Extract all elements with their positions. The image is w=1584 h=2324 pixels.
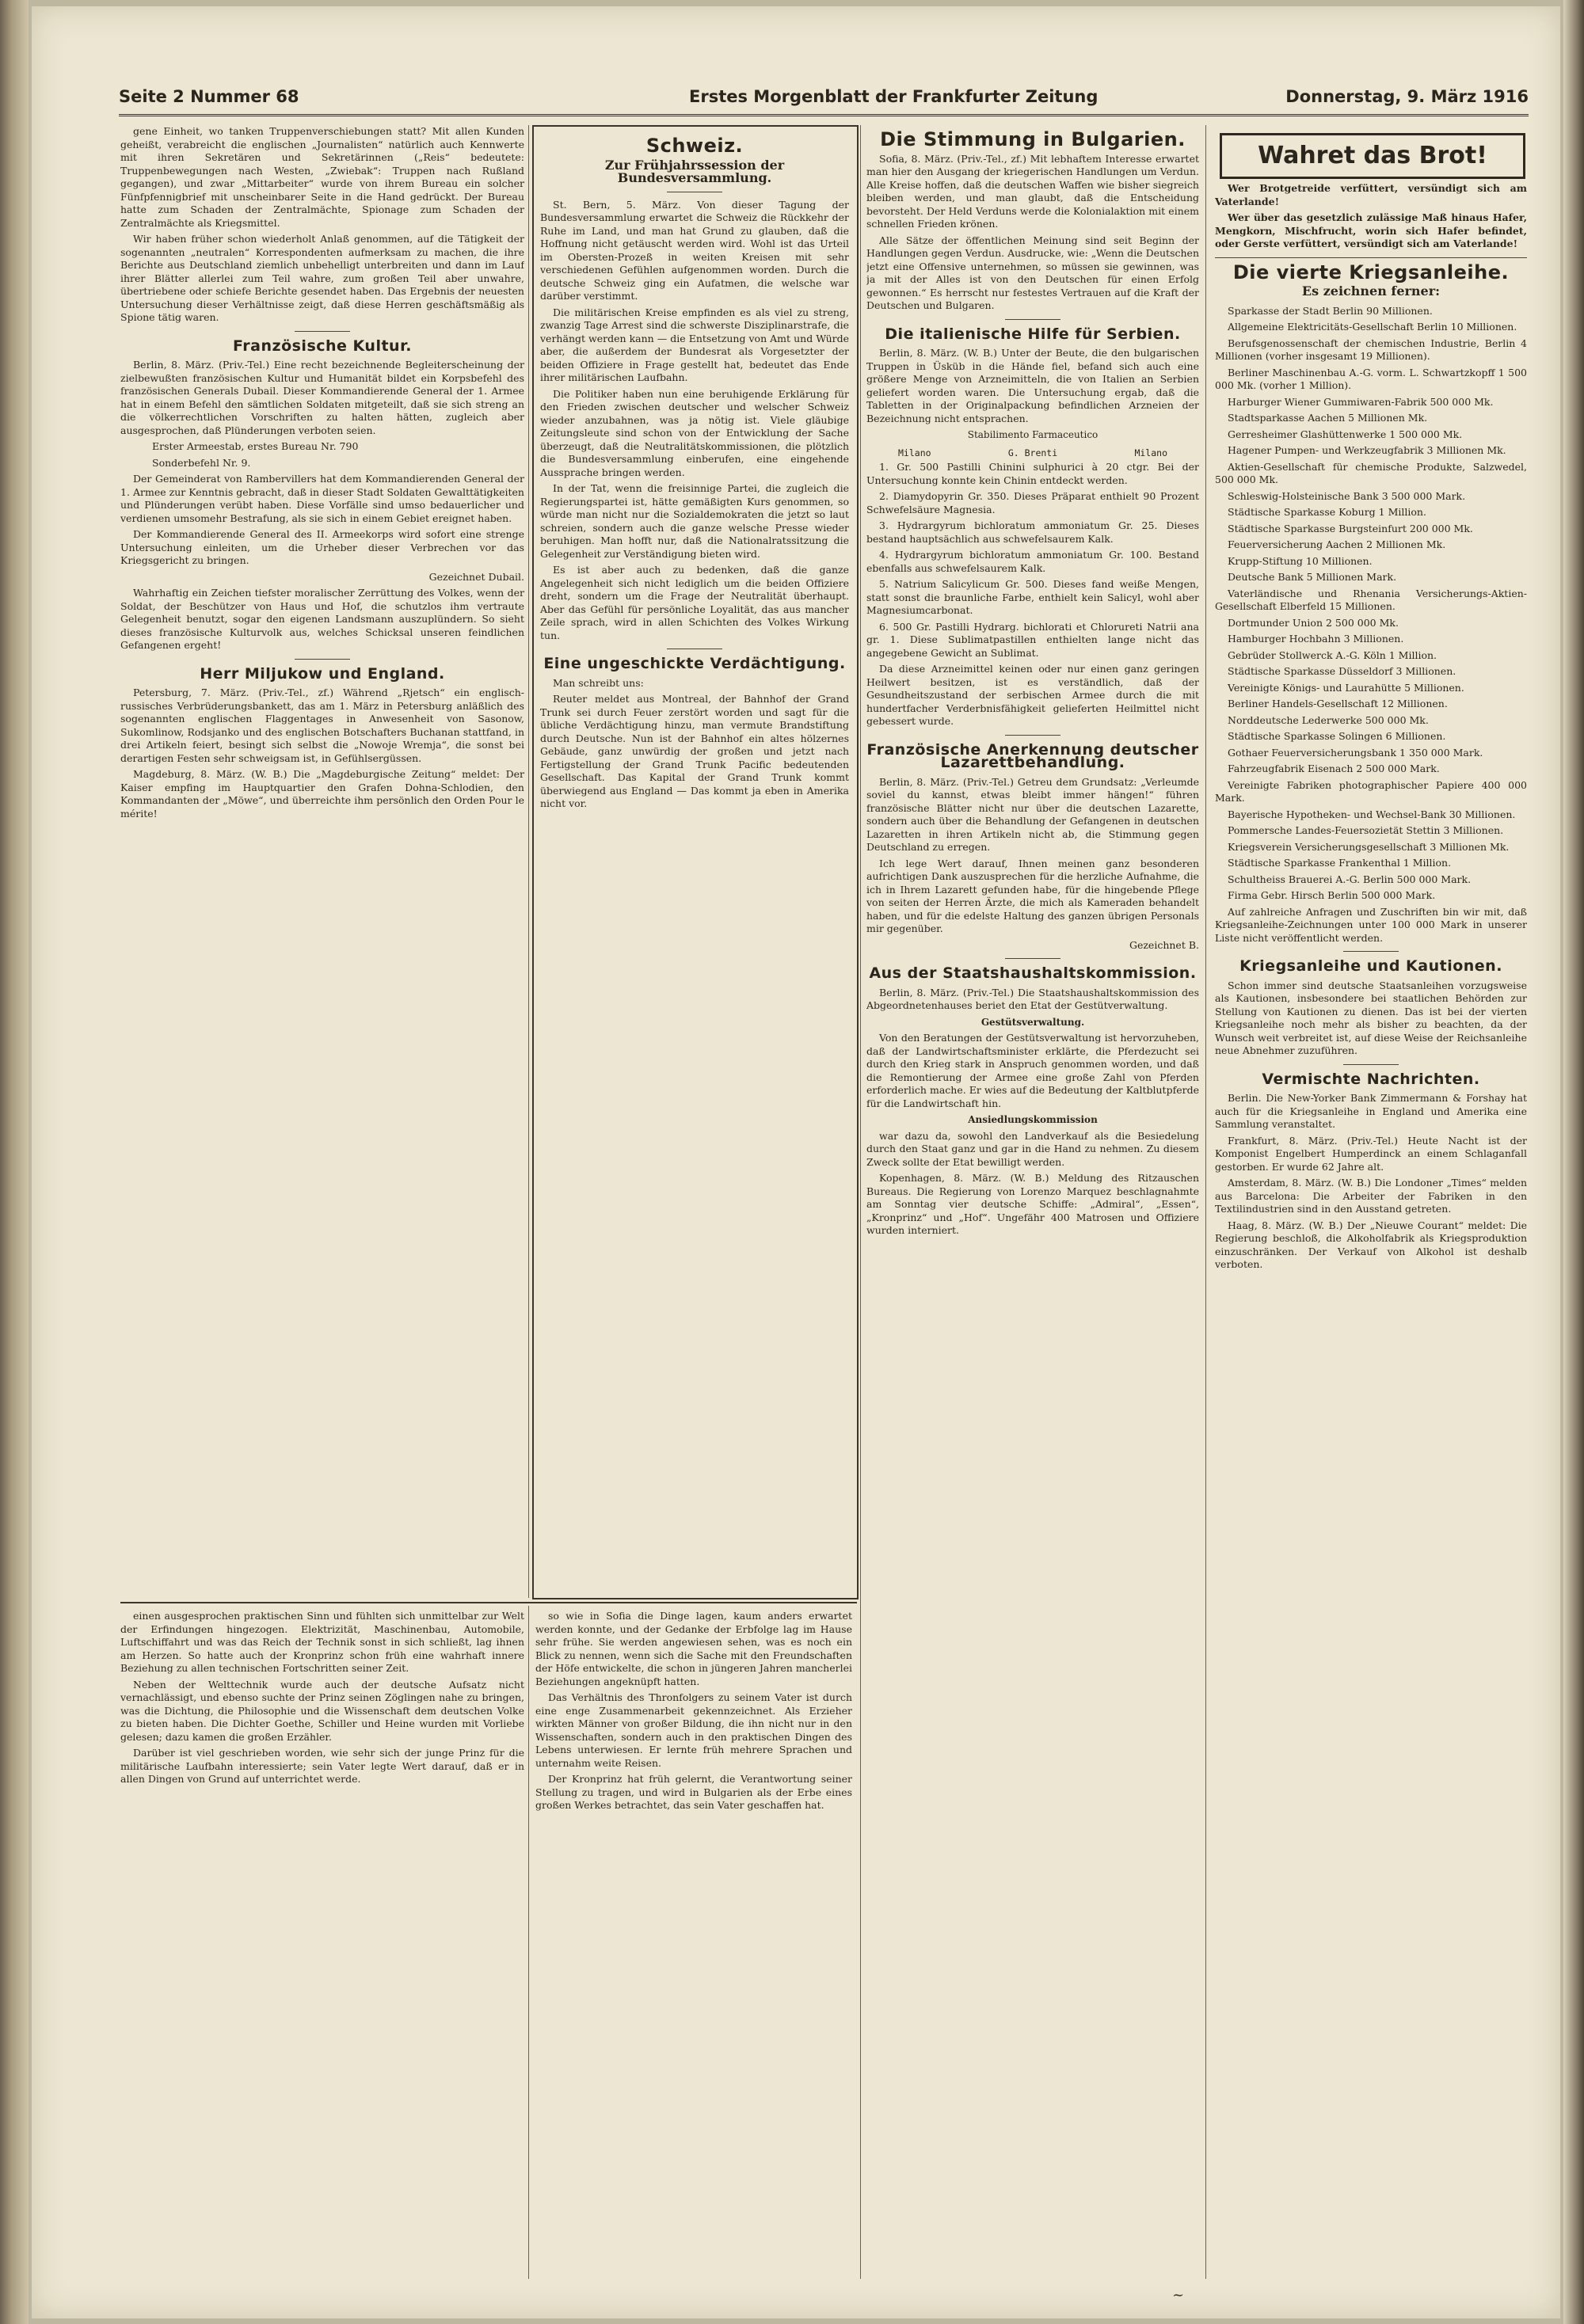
list-item: 6. 500 Gr. Pastilli Hydrarg. bichlorati et Chlorureti Natrii ana gr. 1. Diese Sublimatpastillen enthielten lange nicht das angegebene Gewicht an Sublimat. [866, 620, 1199, 659]
col3-p4: Da diese Arzneimittel keinen oder nur einen ganz geringen Heilwert besitzen, ist es verständlich, daß der Gesundheitszustand der serbischen Armee durch die mit hundertfacher Verderbnisfähigkeit gelieferten Heilmittel nicht gebessert wurde. [866, 663, 1199, 727]
col3-p7: Berlin, 8. März. (Priv.-Tel.) Die Staatshaushaltskommission des Abgeordnetenhauses beriet den Etat der Gestütverwaltung. [866, 986, 1199, 1011]
pharma-label-title: Stabilimento Farmaceutico [967, 429, 1099, 440]
article-heading: Französische Kultur. [233, 337, 412, 355]
column-rule [528, 1606, 529, 2279]
subscription-entry: Gerresheimer Glashüttenwerke 1 500 000 Mk. [1228, 428, 1463, 440]
article-heading: Französische Anerkennung deutscher Lazarettbehandlung. [866, 740, 1199, 771]
book-spine [0, 0, 29, 2324]
feuilleton-col-2 [535, 1610, 852, 2275]
col1-p4: Der Gemeinderat von Rambervillers hat dem Kommandierenden General der 1. Armee zur Kenntnis gebracht, daß in dieser Stadt Soldaten Gewalttätigkeiten und Plünderungen verübt haben. Diese Vorfälle sind umso bedauerlicher und verdienen umsomehr Bestrafung, als sie sich in einem Gebiet ereignet haben. [120, 473, 524, 524]
subscription-entry: Fahrzeugfabrik Eisenach 2 500 000 Mark. [1228, 763, 1440, 774]
divider [1005, 319, 1060, 320]
subscription-entry: Gothaer Feuerversicherungsbank 1 350 000 Mark. [1228, 746, 1483, 759]
col3-p9: war dazu da, sowohl den Landverkauf als die Besiedelung durch den Staat ganz und gar in die Hand zu nehmen. Zu diesem Zweck sollte der Etat bewilligt werden. [866, 1129, 1199, 1168]
col1-p2: Wir haben früher schon wiederholt Anlaß genommen, auf die Tätigkeit der sogenannten „neutralen“ Korrespondenten aufmerksam zu machen, die ihre Berichte aus Deutschland ziemlich unbehelligt unterbreiten und dann im Lauf ihrer Blätter allerlei zum Teil wahre, zum großen Teil aber unwahre, übertriebene oder schiefe Berichte gesendet haben. Das Ergebnis der neuesten Untersuchung dieser Verhältnisse zeigt, daß diese Herren geschäftsmäßig als Spione tätig waren. [120, 233, 524, 323]
bread-banner: Wahret das Brot! [1220, 133, 1525, 179]
col1-intro: gene Einheit, wo tanken Truppenverschiebungen statt? Mit allen Kunden geheißt, verabreicht die englischen „Journalisten“ natürlich auch Kennwerte mit ihren Sekretären und Sekretärinnen („Reis“ bedeutete: Truppenbewegungen nach Westen, „Zwiebak“: Truppen nach Rußland gegangen), und zwar „Mittarbeiter“ wurde von ihrem Bureau ein solcher Fünfpfennigbrief mit unscheinbarer Seite in die Hand gedrückt. Der Bureau hatte zum Schaden der Zentralmächte, Spionage zum Schaden der Zentralmächte als Kriegsmittel. [120, 125, 524, 229]
column-rule [860, 125, 861, 2279]
col3-p8: Von den Beratungen der Gestütsverwaltung ist hervorzuheben, daß der Landwirtschaftsminister erklärte, die Pferdezucht sei durch den Krieg stark in Anspruch genommen worden, und daß die Remontierung der Armee eine große Zahl von Pferden erforderlich mache. Er wies auf die Bedeutung der Kaltblutpferde für die Landwirtschaft hin. [866, 1032, 1199, 1109]
bottom2-p1: so wie in Sofia die Dinge lagen, kaum anders erwartet werden konnte, und der Gedanke der Erbfolge lag im Hause sehr frühe. Sie werden angewiesen sehen, was es noch ein Blick zu nennen, wenn sich die Sache mit den Freundschaften der Höfe entwickelte, die schon in jüngeren Jahren mancherlei Beziehungen angeknüpft hatten. [535, 1610, 852, 1687]
list-item: 1. Gr. 500 Pastilli Chinini sulphurici à 20 ctgr. Bei der Untersuchung konnte kein Chinin entdeckt werden. [866, 461, 1199, 486]
divider [295, 331, 350, 332]
divider [1343, 951, 1399, 952]
article-heading: Aus der Staatshaushaltskommission. [869, 964, 1197, 982]
col1-list-item: Sonderbefehl Nr. 9. [152, 456, 251, 469]
divider [1005, 958, 1060, 959]
col1-p8: Magdeburg, 8. März. (W. B.) Die „Magdeburgische Zeitung“ meldet: Der Kaiser empfing im Hauptquartier den Grafen Dohna-Schlodien, den Kommandanten der „Möwe“, und überreichte ihm persönlich den Orden Pour le mérite! [120, 768, 524, 820]
subscription-entry: Vaterländische und Rhenania Versicherungs-Aktien-Gesellschaft Elberfeld 15 Millionen. [1215, 587, 1527, 612]
subscription-entry: Vereinigte Königs- und Laurahütte 5 Millionen. [1228, 681, 1464, 694]
bread-notice: Wer Brotgetreide verfüttert, versündigt sich am Vaterlande! [1215, 182, 1527, 207]
bread-notice: Wer über das gesetzlich zulässige Maß hinaus Hafer, Mengkorn, Mischfrucht, worin sich Hafer befindet, oder Gerste verfüttert, versündigt sich am Vaterlande! [1215, 211, 1527, 249]
section-label: Ansiedlungskommission [968, 1114, 1098, 1125]
newspaper-page [32, 6, 1560, 2318]
subscription-entry: Städtische Sparkasse Frankenthal 1 Million. [1228, 857, 1452, 869]
page-header [119, 82, 1529, 116]
col4-p4: Amsterdam, 8. März. (W. B.) Die Londoner „Times“ melden aus Barcelona: Die Arbeiter der Fabriken in den Textilindustrien sind in den Ausstand getreten. [1215, 1177, 1527, 1215]
col2-p1: St. Bern, 5. März. Von dieser Tagung der Bundesversammlung erwartet die Schweiz die Rückkehr der Ruhe im Land, und man hat Grund zu glauben, daß die Hoffnung nicht getäuscht werden wird. Wohl ist das Urteil im Obersten-Prozeß in weiten Kreisen mit sehr verschiedenen Gefühlen aufgenommen worden. Durch die deutsche Schweiz ging ein Aufatmen, die welsche war darüber verstimmt. [540, 198, 849, 302]
label-city: Milano [1134, 447, 1167, 458]
col3-p3: Berlin, 8. März. (W. B.) Unter der Beute, die den bulgarischen Truppen in Üsküb in die Hände fiel, befand sich auch eine größere Menge von Arzneimitteln, die von Italien an Serbien geliefert worden waren. Die Untersuchung ergab, daß die Tabletten in der Originalpackung befindlichen Arzneien der Bezeichnung nicht entsprachen. [866, 347, 1199, 424]
label-firm: G. Brenti [1007, 447, 1058, 458]
subscription-entry: Firma Gebr. Hirsch Berlin 500 000 Mark. [1228, 889, 1436, 901]
divider [295, 659, 350, 660]
subscription-entry: Allgemeine Elektricitäts-Gesellschaft Berlin 10 Millionen. [1228, 321, 1517, 333]
subscription-entry: Hamburger Hochbahn 3 Millionen. [1228, 633, 1404, 645]
col2-p7: Reuter meldet aus Montreal, der Bahnhof der Grand Trunk sei durch Feuer zerstört worden und sagt für die übliche Verdächtigung hinzu, man vermute Brandstiftung durch Deutsche. Nun ist der Bahnhof ein altes hölzernes Gebäude, ganz unwürdig der großen und jetzt nach Fertigstellung der Grand Trunk Pacific bedeutenden Gesellschaft. Das Kapital der Grand Trunk kommt überwiegend aus England — Das kommt ja eben in Amerika nicht vor. [540, 693, 849, 809]
subscription-entry: Städtische Sparkasse Solingen 6 Millionen. [1228, 730, 1446, 742]
header-masthead: Erstes Morgenblatt der Frankfurter Zeitung [689, 87, 1099, 106]
col1-p3: Berlin, 8. März. (Priv.-Tel.) Eine recht bezeichnende Begleiterscheinung der zielbewußten französischen Kultur und Humanität bildet ein Korpsbefehl des französischen Generals Dubail. Dieser Kommandierende General der 1. Armee hat in einem Befehl den sämtlichen Soldaten mitgeteilt, daß sie sich streng an die völkerrechtlichen Vorschriften zu halten hätten, zugleich aber ausgesprochen, daß Plünderungen verboten seien. [120, 359, 524, 436]
list-item: 5. Natrium Salicylicum Gr. 500. Dieses fand weiße Mengen, statt sonst die braunliche Farbe, enthielt kein Salicyl, wohl aber Magnesiumcarbonat. [866, 578, 1199, 616]
col1-p7: Petersburg, 7. März. (Priv.-Tel., zf.) Während „Rjetsch“ ein englisch-russisches Verbrüderungsbankett, das am 1. März in Petersburg anläßlich des sogenannten englischen Flaggentages in Anwesenheit von Sasonow, Sukomlinow, Rodsjanko und des englischen Botschafters Buchanan stattfand, in drei Artikeln feiert, besingt sich selbst die „Nowoje Wremja“, die sonst bei derartigen Festen sehr schweigsam ist, in Gefühlsergüssen. [120, 687, 524, 764]
label-city: Milano [898, 447, 931, 458]
list-item: 3. Hydrargyrum bichloratum ammoniatum Gr. 25. Dieses bestand hauptsächlich aus schwefelsaurem Kalk. [866, 519, 1199, 545]
article-subheading: Zur Frühjahrssession der Bundesversammlung. [604, 157, 785, 185]
subscription-entry: Feuerversicherung Aachen 2 Millionen Mk. [1228, 538, 1446, 550]
divider [1343, 1064, 1399, 1065]
article-heading: Die Stimmung in Bulgarien. [880, 128, 1186, 150]
col3-p6: Ich lege Wert darauf, Ihnen meinen ganz besonderen aufrichtigen Dank auszusprechen für die herzliche Aufnahme, die ich in Ihrem Lazarett gefunden habe, für die hingebende Pflege von seiten der Herren Ärzte, die mich als Kameraden behandelt haben, und für die edelste Haltung des ganzen übrigen Personals mir gegenüber. [866, 857, 1199, 934]
subscription-entry: Norddeutsche Lederwerke 500 000 Mk. [1228, 713, 1429, 726]
column-3 [866, 125, 1199, 2279]
col2-p6: Man schreibt uns: [553, 676, 644, 689]
bottom1-p1: einen ausgesprochen praktischen Sinn und fühlten sich unmittelbar zur Welt der Erfindungen hingezogen. Elektrizität, Maschinenbau, Automobile, Luftschiffahrt und was das Reich der Technik sonst in sich schließt, lag ihnen am Herzen. So hatte auch der Kronprinz schon früh eine wahrhaft innere Beziehung zu allen technischen Fortschritten seiner Zeit. [120, 1610, 524, 1674]
col4-p1: Schon immer sind deutsche Staatsanleihen vorzugsweise als Kautionen, insbesondere bei staatlichen Behörden zur Stellung von Kautionen zu dienen. Das ist bei der vierten Kriegsanleihe noch mehr als bisher zu beachten, da der Wunsch weit verbreitet ist, auf diese Weise der Reichsanleihe neue Abnehmer zuzuführen. [1215, 979, 1527, 1056]
subscription-entry: Städtische Sparkasse Koburg 1 Million. [1228, 506, 1426, 518]
subscription-entry: Harburger Wiener Gummiwaren-Fabrik 500 000 Mk. [1228, 395, 1494, 408]
col4-p5: Haag, 8. März. (W. B.) Der „Nieuwe Courant“ meldet: Die Regierung beschloß, die Alkoholfabrik als Kriegsproduktion einzuschränken. Der Verkauf von Alkohol ist deshalb verboten. [1215, 1219, 1527, 1270]
column-rule [1205, 125, 1206, 2279]
list-note: Auf zahlreiche Anfragen und Zuschriften bin wir mit, daß Kriegsanleihe-Zeichnungen unter 100 000 Mark in unserer Liste nicht veröffentlicht werden. [1215, 905, 1527, 944]
signature: Gezeichnet B. [1129, 938, 1199, 951]
list-item: 2. Diamydopyrin Gr. 350. Dieses Präparat enthielt 90 Prozent Schwefelsäure Magnesia. [866, 490, 1199, 515]
col2-p5: Es ist aber auch zu bedenken, daß die ganze Angelegenheit sich nicht lediglich um die beiden Offiziere dreht, sondern um die Frage der Neutralität überhaupt. Aber das Gefühl für persönliche Loyalität, das aus mancher Zeile sprach, wird in allen Schichten des Volkes Wirkung tun. [540, 564, 849, 641]
col2-p3: Die Politiker haben nun eine beruhigende Erklärung für den Frieden zwischen deutscher und welscher Schweiz wieder anzubahnen, was ja nötig ist. Viele gläubige Zeitungsleute sind schon von der Entwicklung der Sache überzeugt, daß die Neutralitätskommissionen, die plötzlich die Bundesversammlung einberufen, eine eingehende Aussprache bringen werden. [540, 387, 849, 478]
col2-p2: Die militärischen Kreise empfinden es als viel zu streng, zwanzig Tage Arrest sind die schwerste Disziplinarstrafe, die verhängt werden kann — die Entsetzung von Amt und Würde aber, die außerdem der Bundesrat als Vorgesetzter der beiden Offiziere in Frage gestellt hat, bedeutet das Ende ihrer militärischen Laufbahn. [540, 306, 849, 383]
subscription-entry: Schleswig-Holsteinische Bank 3 500 000 Mark. [1228, 489, 1466, 502]
subscription-list [1215, 305, 1527, 903]
header-page-number: Seite 2 Nummer 68 [119, 87, 299, 106]
subscription-entry: Vereinigte Fabriken photographischer Papiere 400 000 Mark. [1215, 778, 1527, 804]
subscription-entry: Städtische Sparkasse Düsseldorf 3 Millionen. [1228, 665, 1456, 677]
subscription-entry: Berufsgenossenschaft der chemischen Industrie, Berlin 4 Millionen (vorher insgesamt 19 Millionen). [1215, 337, 1527, 362]
col3-p10: Kopenhagen, 8. März. (W. B.) Meldung des Ritzauschen Bureaus. Die Regierung von Lorenzo Marquez beschlagnahmte am Sonntag vier deutsche Schiffe: „Admiral“, „Essen“, „Kronprinz“ und „Hof“. Ungefähr 400 Matrosen und Offiziere wurden interniert. [866, 1172, 1199, 1236]
subscription-entry: Schultheiss Brauerei A.-G. Berlin 500 000 Mark. [1228, 873, 1472, 885]
list-item: 4. Hydrargyrum bichloratum ammoniatum Gr. 100. Bestand ebenfalls aus schwefelsaurem Kalk. [866, 549, 1199, 574]
divider [1215, 257, 1527, 258]
feuilleton-col-1 [120, 1610, 524, 2275]
article-heading: Vermischte Nachrichten. [1262, 1070, 1480, 1088]
article-subheading: Es zeichnen ferner: [1301, 283, 1441, 299]
subscription-entry: Deutsche Bank 5 Millionen Mark. [1228, 571, 1397, 583]
section-label: Gestütsverwaltung. [980, 1016, 1085, 1028]
subscription-entry: Berliner Handels-Gesellschaft 12 Millionen. [1228, 698, 1448, 709]
subscription-entry: Aktien-Gesellschaft für chemische Produkte, Salzwedel, 500 000 Mk. [1215, 460, 1527, 485]
col1-p6: Wahrhaftig ein Zeichen tiefster moralischer Zerrüttung des Volkes, wenn der Soldat, der Beschützer von Haus und Hof, die schutzlos ihm vertraute Gelegenheit benutzt, sogar den eigenen Landsmann auszuplündern. So sieht dieses französische Kulturvolk aus, welches Schicksal unseren feindlichen Gefangenen ergeht! [120, 587, 524, 651]
col3-p1: Sofia, 8. März. (Priv.-Tel., zf.) Mit lebhaftem Interesse erwartet man hier den Ausgang der kriegerischen Handlungen um Verdun. Alle Kreise hoffen, daß die deutschen Waffen wie bisher siegreich bleiben werden, und man glaubt, daß die Entscheidung bevorsteht. Der Held Verduns werde die Kolonialaktion mit einem schnellen Frieden krönen. [866, 152, 1199, 230]
article-heading: Die vierte Kriegsanleihe. [1232, 261, 1510, 283]
bottom2-p3: Der Kronprinz hat früh gelernt, die Verantwortung seiner Stellung zu tragen, und wird in Bulgarien als der Erbe eines großen Werkes betrachtet, das sein Vater geschaffen hat. [535, 1773, 852, 1811]
bottom1-p3: Darüber ist viel geschrieben worden, wie sehr sich der junge Prinz für die militärische Laufbahn interessierte; sein Vater legte Wert darauf, daß er in allen Dingen von Grund auf unterrichtet werde. [120, 1747, 524, 1785]
subscription-entry: Dortmunder Union 2 500 000 Mk. [1228, 616, 1399, 629]
subscription-entry: Städtische Sparkasse Burgsteinfurt 200 000 Mk. [1228, 522, 1473, 534]
subscription-entry: Kriegsverein Versicherungsgesellschaft 3 Millionen Mk. [1228, 840, 1510, 853]
subscription-entry: Gebrüder Stollwerck A.-G. Köln 1 Million. [1228, 649, 1437, 661]
article-heading: Die italienische Hilfe für Serbien. [885, 325, 1181, 343]
subscription-entry: Krupp-Stiftung 10 Millionen. [1228, 554, 1373, 567]
signature: Gezeichnet Dubail. [428, 570, 524, 583]
col4-p3: Frankfurt, 8. März. (Priv.-Tel.) Heute Nacht ist der Komponist Engelbert Humperdinck an einem Schlaganfall gestorben. Er wurde 62 Jahre alt. [1215, 1134, 1527, 1173]
article-heading: Kriegsanleihe und Kautionen. [1239, 957, 1502, 975]
subscription-entry: Hagener Pumpen- und Werkzeugfabrik 3 Millionen Mk. [1228, 444, 1506, 456]
pharma-label-row [866, 445, 1199, 462]
footer-mark: ~ [1172, 2287, 1185, 2303]
subscription-entry: Bayerische Hypotheken- und Wechsel-Bank 30 Millionen. [1228, 808, 1516, 820]
col1-list-item: Erster Armeestab, erstes Bureau Nr. 790 [152, 440, 359, 452]
column-1 [120, 125, 524, 1598]
article-heading: Eine ungeschickte Verdächtigung. [543, 655, 846, 672]
feuilleton-rule [120, 1602, 857, 1603]
col1-p5: Der Kommandierende General des II. Armeekorps wird sofort eine strenge Untersuchung einleiten, um die Urheber dieser Verbrechen vor das Kriegsgericht zu bringen. [120, 528, 524, 566]
divider [1005, 735, 1060, 736]
bottom1-p2: Neben der Welttechnik wurde auch der deutsche Aufsatz nicht vernachlässigt, und ebenso suchte der Prinz seinen Zöglingen nahe zu bringen, was die Dichtung, die Philosophie und die Wissenschaft dem deutschen Volke zu bieten haben. Die Dichter Goethe, Schiller und Heine wurden mit Vorliebe gelesen; dazu kamen die großen Erzähler. [120, 1678, 524, 1743]
column-2 [540, 131, 849, 1588]
article-heading: Herr Miljukow und England. [200, 664, 445, 683]
col2-p4: In der Tat, wenn die freisinnige Partei, die zugleich die Regierungspartei ist, hätte gemäßigten Kurs genommen, so würde man nicht nur die Sozialdemokraten die jetzt so laut schreien, sondern auch die ganze welsche Presse wieder beruhigen. Man hofft nur, daß die Nationalratssitzung die Gelegenheit zur Verständigung bieten wird. [540, 482, 849, 560]
column-4 [1215, 182, 1527, 2279]
col3-p2: Alle Sätze der öffentlichen Meinung sind seit Beginn der Handlungen gegen Verdun. Ausdrucke, wie: „Wenn die Deutschen jetzt eine Offensive unternehmen, so müssen sie gewinnen, was ja mit der Alles ist von den Deutschen für einen Erfolg gewonnen.“ Es herrscht nur festestes Vertrauen auf die Kraft der Deutschen und Bulgaren. [866, 234, 1199, 311]
subscription-entry: Stadtsparkasse Aachen 5 Millionen Mk. [1228, 412, 1428, 424]
bottom2-p2: Das Verhältnis des Thronfolgers zu seinem Vater ist durch eine enge Zusammenarbeit gekennzeichnet. Als Erzieher wirkten Männer von großer Bildung, die ihn nicht nur in den Wissenschaften, sondern auch in den praktischen Dingen des Lebens unterwiesen. Er lernte früh mehrere Sprachen und unternahm weite Reisen. [535, 1691, 852, 1769]
col3-p5: Berlin, 8. März. (Priv.-Tel.) Getreu dem Grundsatz: „Verleumde soviel du kannst, etwas bleibt immer hängen!“ führen französische Blätter nicht nur über die deutschen Lazarette, sondern auch über die Behandlung der Gefangenen in deutschen Lazaretten in ihren Artikeln nicht ab, die Stimmung gegen Deutschland zu erregen. [866, 775, 1199, 853]
col4-p2: Berlin. Die New-Yorker Bank Zimmermann & Forshay hat auch für die Kriegsanleihe in England und Amerika eine Sammlung veranstaltet. [1215, 1092, 1527, 1130]
column-rule [528, 125, 529, 1598]
page-edge [1563, 0, 1584, 2324]
subscription-entry: Sparkasse der Stadt Berlin 90 Millionen. [1228, 304, 1433, 317]
header-date: Donnerstag, 9. März 1916 [1285, 87, 1529, 106]
article-heading: Schweiz. [645, 135, 744, 157]
subscription-entry: Berliner Maschinenbau A.-G. vorm. L. Schwartzkopff 1 500 000 Mk. (vorher 1 Million). [1215, 366, 1527, 391]
subscription-entry: Pommersche Landes-Feuersozietät Stettin 3 Millionen. [1228, 824, 1504, 836]
